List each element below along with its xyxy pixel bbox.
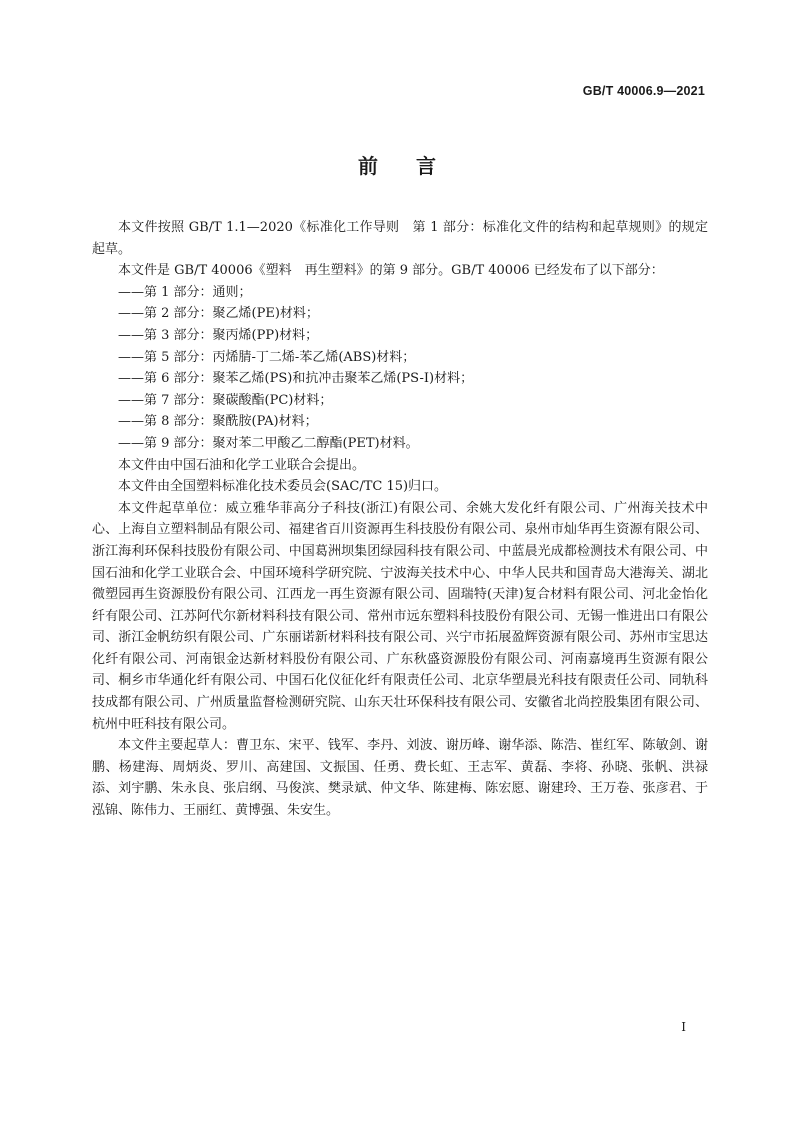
list-item: ——第 1 部分：通则； bbox=[118, 284, 252, 300]
paragraph-drafting-units: 本文件起草单位：威立雅华菲高分子科技(浙江)有限公司、余姚大发化纤有限公司、广州海关技术中心、上海自立塑料制品有限公司、福建省百川资源再生科技股份有限公司、泉州市灿华再生资源有限公司、浙江海利环保科技股份有限公司、中国葛洲坝集团绿园科技有限公司、中蓝晨光成都检测技术有限公司、中国石油和化学工业联合会、中国环境科学研究院、宁波海关技术中心、中华人民共和国青岛大港海关、湖北微塑园再生资源股份有限公司、江西龙一再生资源有限公司、固瑞特(天津)复合材料有限公司、河北金怡化纤有限公司、江苏阿代尔新材料科技有限公司、常州市远东塑料科技股份有限公司、无锡一惟进出口有限公司、浙江金帆纺织有限公司、广东丽诺新材料科技有限公司、兴宁市拓展盈辉资源有限公司、苏州市宝思达化纤有限公司、河南银金达新材料股份有限公司、广东秋盛资源股份有限公司、河南嘉境再生资源有限公司、桐乡市华通化纤有限公司、中国石化仪征化纤有限责任公司、北京华塑晨光科技有限责任公司、同轨科技成都有限公司、广州质量监督检测研究院、山东天壮环保科技有限公司、安徽省北尚控股集团有限公司、杭州中旺科技有限公司。 bbox=[92, 500, 708, 732]
document-code: GB/T 40006.9—2021 bbox=[582, 84, 705, 98]
paragraph-centralized: 本文件由全国塑料标准化技术委员会(SAC/TC 15)归口。 bbox=[118, 479, 448, 495]
list-item: ——第 3 部分：聚丙烯(PP)材料； bbox=[118, 327, 319, 343]
list-item: ——第 8 部分：聚酰胺(PA)材料； bbox=[118, 414, 318, 430]
paragraph-drafters: 本文件主要起草人：曹卫东、宋平、钱军、李丹、刘波、谢历峰、谢华添、陈浩、崔红军、陈敏剑、谢鹏、杨建海、周炳炎、罗川、高建国、文振国、任勇、费长虹、王志军、黄磊、李将、孙晓、张帆、洪禄添、刘宇鹏、朱永良、张启纲、马俊滨、樊录斌、仲文华、陈建梅、陈宏愿、谢建玲、王万卷、张彦君、于泓锦、陈伟力、王丽红、黄博强、朱安生。 bbox=[92, 738, 708, 819]
page-number: I bbox=[681, 1020, 686, 1034]
paragraph-proposer: 本文件由中国石油和化学工业联合会提出。 bbox=[118, 457, 366, 473]
paragraph-parts-intro: 本文件是 GB/T 40006《塑料 再生塑料》的第 9 部分。GB/T 40006 已经发布了以下部分： bbox=[118, 263, 664, 279]
list-item: ——第 2 部分：聚乙烯(PE)材料； bbox=[118, 306, 319, 322]
list-item: ——第 9 部分：聚对苯二甲酸乙二醇酯(PET)材料。 bbox=[118, 435, 419, 451]
paragraph-drafting-rule: 本文件按照 GB/T 1.1—2020《标准化工作导则 第 1 部分：标准化文件的结构和起草规则》的规定起草。 bbox=[92, 220, 708, 257]
list-item: ——第 5 部分：丙烯腈-丁二烯-苯乙烯(ABS)材料； bbox=[118, 349, 416, 365]
preface-content bbox=[92, 217, 708, 822]
list-item: ——第 7 部分：聚碳酸酯(PC)材料； bbox=[118, 392, 333, 408]
page-title: 前言 bbox=[358, 154, 474, 178]
list-item: ——第 6 部分：聚苯乙烯(PS)和抗冲击聚苯乙烯(PS-I)材料； bbox=[118, 371, 474, 387]
